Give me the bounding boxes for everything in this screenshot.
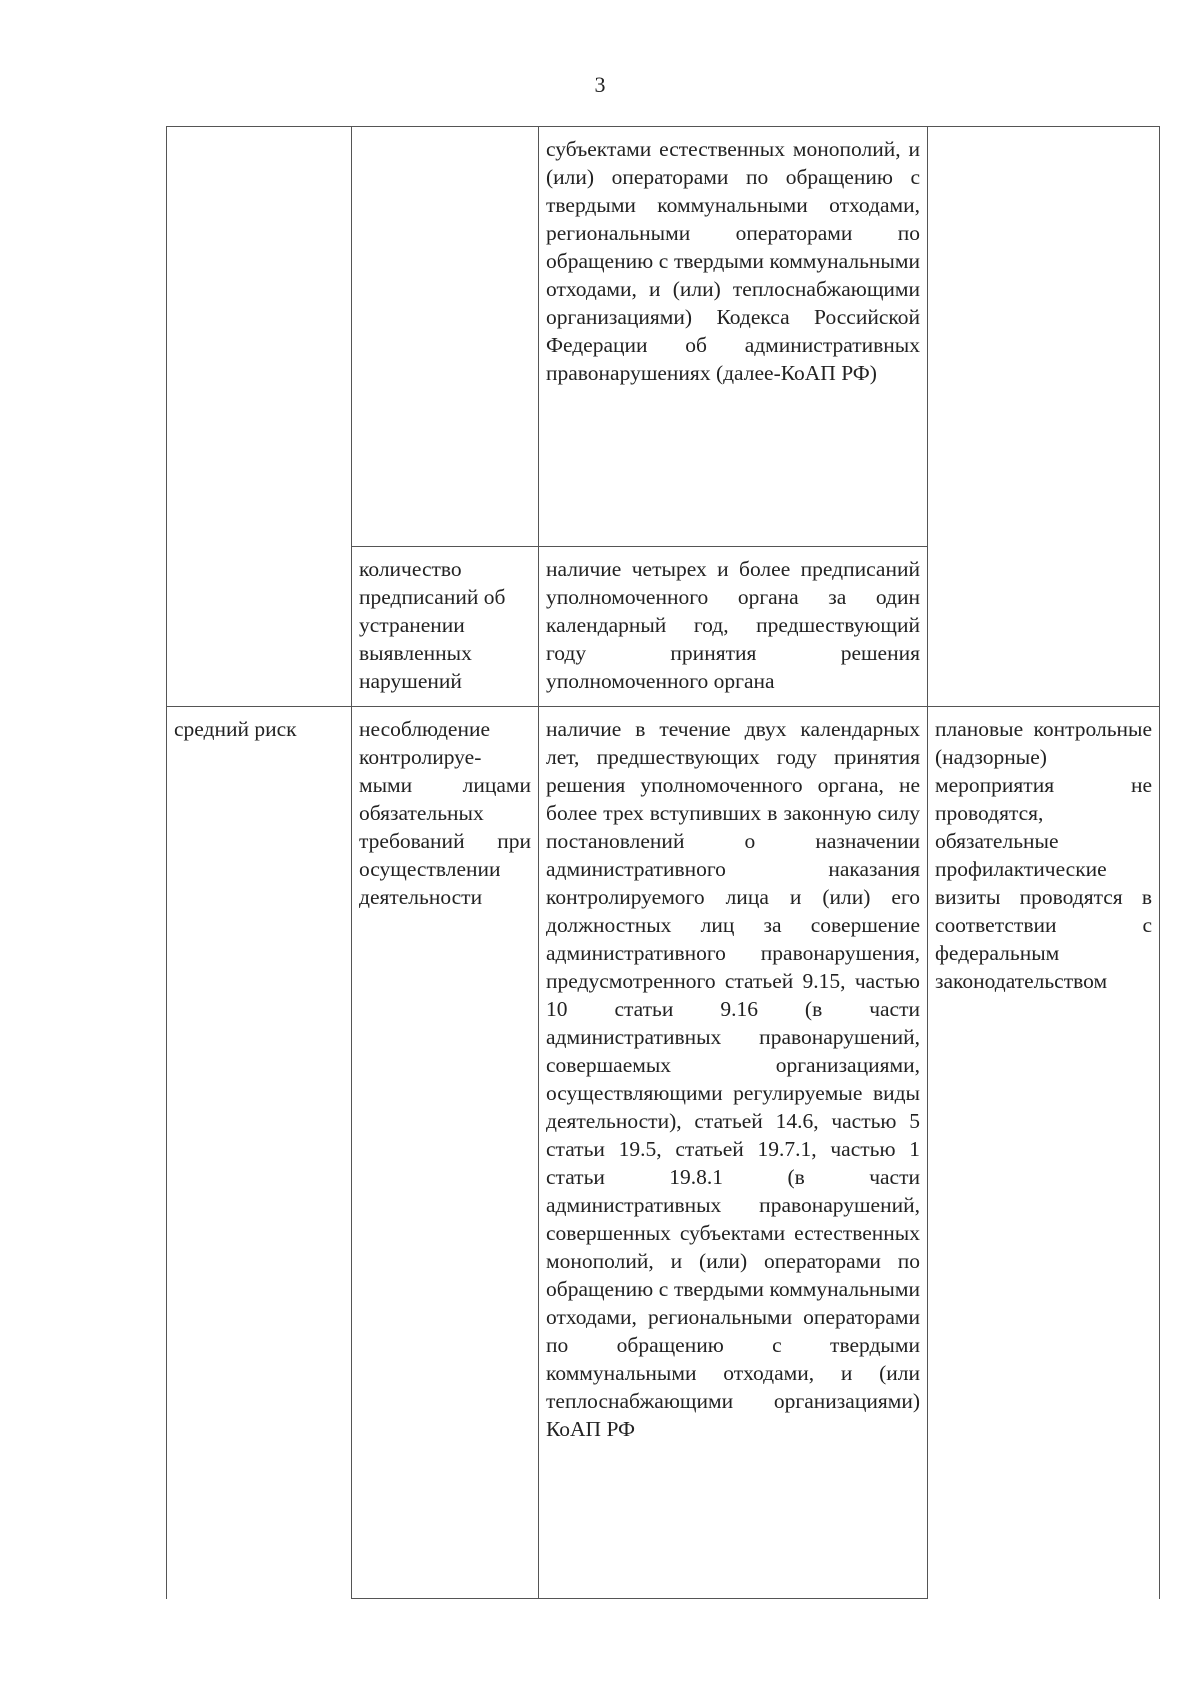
risk-category-cell xyxy=(167,127,352,707)
page-number: 3 xyxy=(594,72,606,97)
measures-cell xyxy=(928,127,1160,707)
table-row xyxy=(167,707,1160,1599)
indicator-cell: субъектами естественных монополий, и (или) операторами по обращению с твердыми коммунальными отходами, региональными операторами по обращению с твердыми коммунальными отходами, и (или) теплоснабжающими организациями) Кодекса Российской Федерации об административных правонарушениях (далее-КоАП РФ) xyxy=(539,127,928,547)
risk-category-cell: средний риск xyxy=(167,707,352,1599)
criterion-cell: несоблюдение контролируе-мыми лицами обязательных требований при осуществлении деятельности xyxy=(352,707,539,1599)
indicator-cell: наличие четырех и более предписаний уполномоченного органа за один календарный год, предшествующий году принятия решения уполномоченного органа xyxy=(539,547,928,707)
risk-criteria-table xyxy=(166,126,1160,1599)
table-row xyxy=(167,127,1160,547)
criterion-cell: количество предписаний об устранении выявленных нарушений xyxy=(352,547,539,707)
criterion-cell xyxy=(352,127,539,547)
indicator-cell: наличие в течение двух календарных лет, предшествующих году принятия решения уполномоченного органа, не более трех вступивших в законную силу постановлений о назначении административного наказания контролируемого лица и (или) его должностных лиц за совершение административного правонарушения, предусмотренного статьей 9.15, частью 10 статьи 9.16 (в части административных правонарушений, совершаемых организациями, осуществляющими регулируемые виды деятельности), статьей 14.6, частью 5 статьи 19.5, статьей 19.7.1, частью 1 статьи 19.8.1 (в части административных правонарушений, совершенных субъектами естественных монополий, и (или) операторами по обращению с твердыми коммунальными отходами, региональными операторами по обращению с твердыми коммунальными отходами, и (или теплоснабжающими организациями) КоАП РФ xyxy=(539,707,928,1599)
measures-cell: плановые контрольные (надзорные) мероприятия не проводятся, обязательные профилактические визиты проводятся в соответствии с федеральным законодательством xyxy=(928,707,1160,1599)
